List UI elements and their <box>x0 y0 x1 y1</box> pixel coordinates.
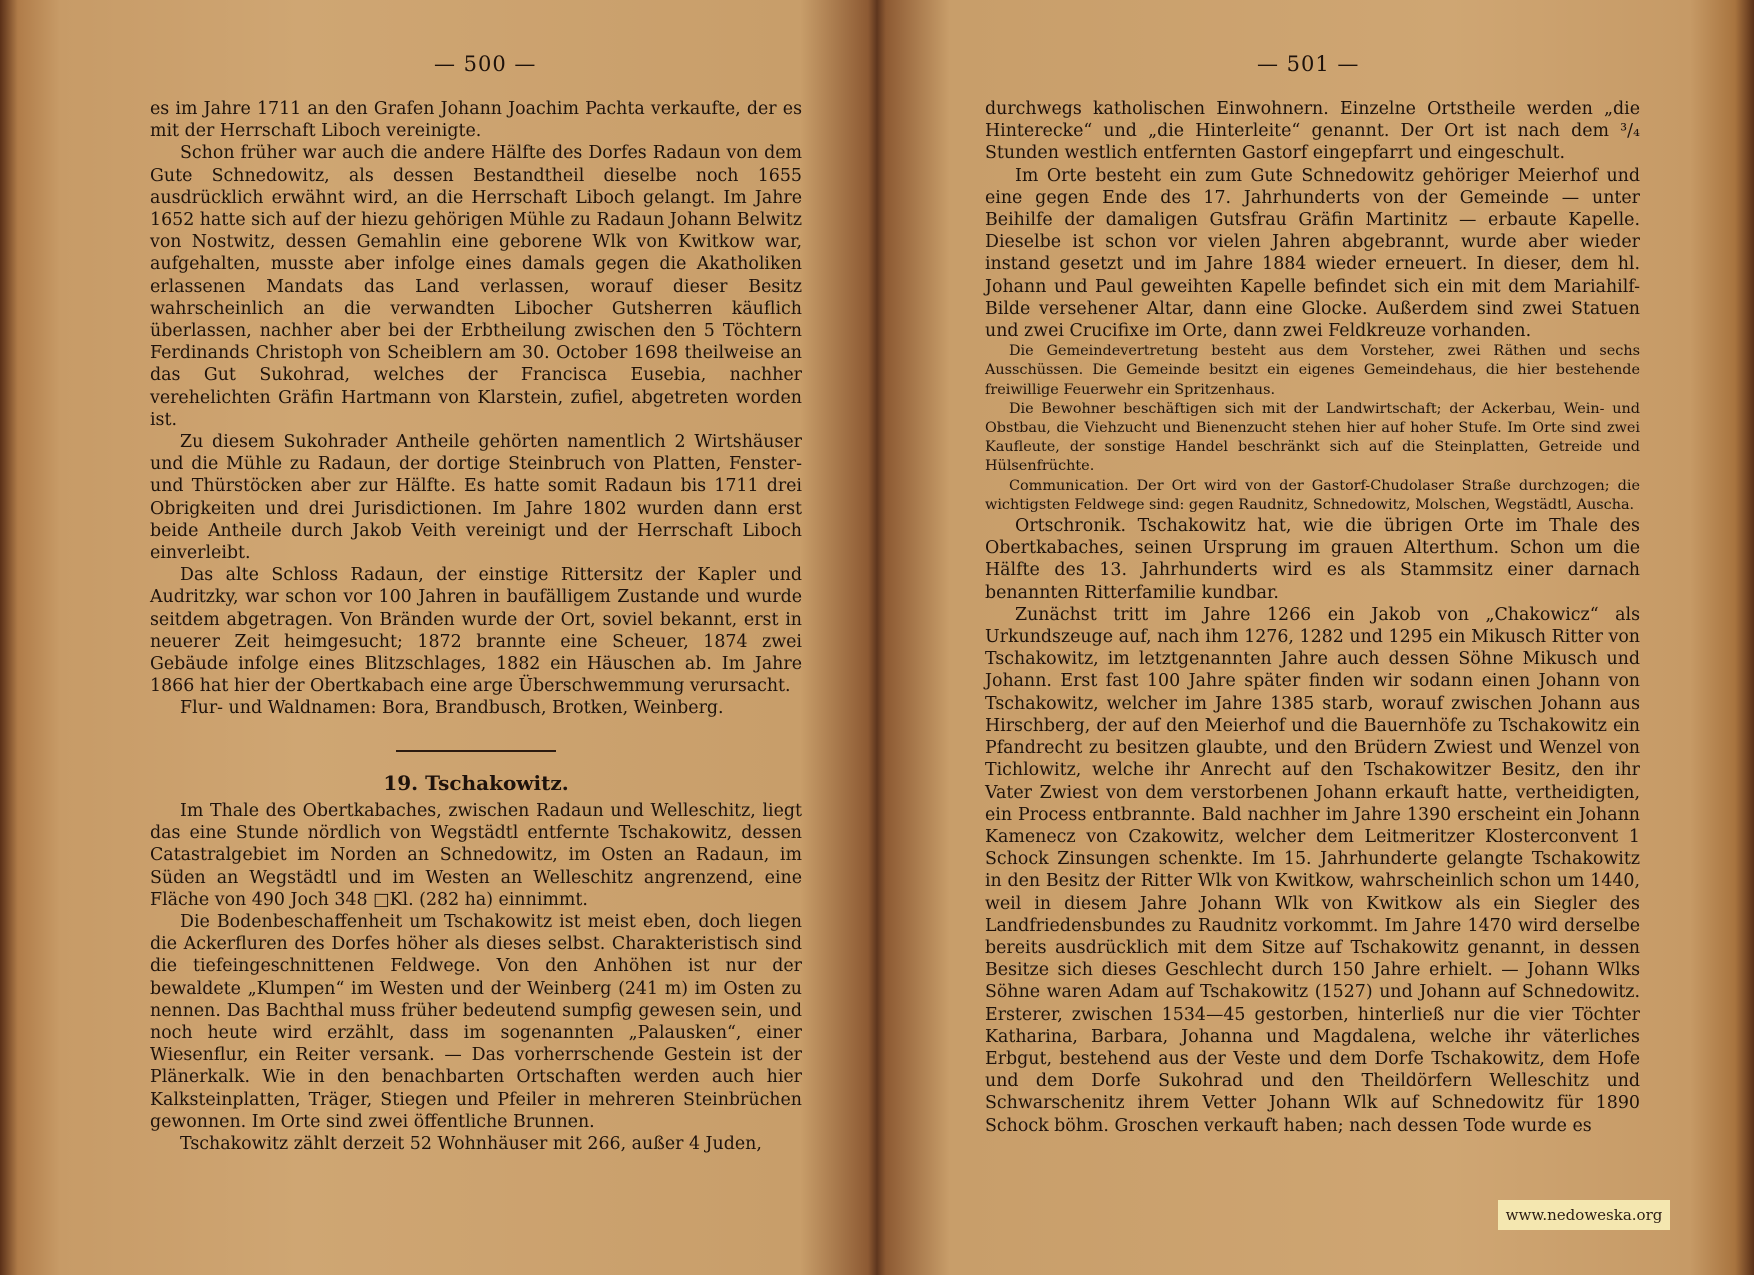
left-text-column <box>150 98 802 1155</box>
right-page-number: — 501 — <box>1257 52 1360 76</box>
left-page-number: — 500 — <box>434 52 537 76</box>
paragraph: Zu diesem Sukohrader Antheile gehörten namentlich 2 Wirtshäuser und die Mühle zu Radaun, der dortige Steinbruch von Platten, Fenster- und Thürstöcken aber zur Hälfte. Es hatte somit Radaun bis 1711 drei Obrigkeiten und drei Jurisdictionen. Im Jahre 1802 wurden dann erst beide Antheile durch Jakob Veith vereinigt und der Herrschaft Liboch einverleibt. <box>150 432 802 564</box>
section-divider <box>396 750 556 754</box>
chronicle-paragraph: Ortschronik. Tschakowitz hat, wie die übrigen Orte im Thale des Obertkabaches, seinen Ursprung im grauen Alterthum. Schon um die Hälfte des 13. Jahrhunderts wird es als Stammsitz einer darnach benannten Ritterfamilie kundbar. <box>985 516 1640 603</box>
chronicle-paragraph: Zunächst tritt im Jahre 1266 ein Jakob von „Chakowicz“ als Urkundszeuge auf, nach ihm 1276, 1282 und 1295 ein Mikusch Ritter von Tschakowitz, im letztgenannten Jahre auch dessen Söhne Mikusch und Johann. Erst fast 100 Jahre später finden wir sodann einen Johann von Tschakowitz, welcher im Jahre 1385 starb, worauf zwischen Johann aus Hirschberg, der auf den Meierhof und die Bauernhöfe zu Tschakowitz ein Pfandrecht zu besitzen glaubte, und den Brüdern Zwiest und Wenzel von Tichlowitz, welche ihr Anrecht auf den Tschakowitzer Besitz, den ihr Vater Zwiest von dem verstorbenen Johann erkauft hatte, vertheidigten, ein Process entbrannte. Bald nachher im Jahre 1390 erscheint ein Johann Kamenecz von Czakowitz, welcher dem Leitmeritzer Klosterconvent 1 Schock Zinsungen schenkte. Im 15. Jahrhunderte gelangte Tschakowitz in den Besitz der Ritter Wlk von Kwitkow, wahrscheinlich schon um 1440, weil in diesem Jahre Johann Wlk von Kwitkow als ein Siegler des Landfriedensbundes zu Raudnitz vorkommt. Im Jahre 1470 wird derselbe bereits ausdrücklich mit dem Sitze auf Tschakowitz genannt, in dessen Besitze sich dieses Geschlecht durch 150 Jahre erhielt. — Johann Wlks Söhne waren Adam auf Tschakowitz (1527) und Johann auf Schnedowitz. Ersterer, zwischen 1534—45 gestorben, hinterließ nur die vier Töchter Katharina, Barbara, Johanna und Magdalena, welche ihr väterliches Erbgut, bestehend aus der Veste und dem Dorfe Tschakowitz, dem Hofe und dem Dorfe Sukohrad und den Theildörfern Welleschitz und Schwarschenitz ihrem Vetter Johann Wlk auf Schnedowitz für 1890 Schock böhm. Groschen verkauft haben; nach dessen Tode wurde es <box>985 604 1640 1136</box>
paragraph: Die Bodenbeschaffenheit um Tschakowitz ist meist eben, doch liegen die Ackerfluren des Dorfes höher als dieses selbst. Charakteristisch sind die tiefeingeschnittenen Feldwege. Von den Anhöhen ist nur der bewaldete „Klumpen“ im Westen und der Weinberg (241 m) im Osten zu nennen. Das Bachthal muss früher bedeutend sumpfig gewesen sein, und noch heute wird erzählt, dass im sogenannten „Palausken“, einer Wiesenflur, ein Reiter versank. — Das vorherrschende Gestein ist der Plänerkalk. Wie in den benachbarten Ortschaften werden auch hier Kalksteinplatten, Träger, Stiegen und Pfeiler in mehreren Steinbrüchen gewonnen. Im Orte sind zwei öffentliche Brunnen. <box>150 911 802 1132</box>
paragraph: es im Jahre 1711 an den Grafen Johann Joachim Pachta verkaufte, der es mit der Herrschaft Liboch vereinigte. <box>150 99 802 142</box>
paragraph: Tschakowitz zählt derzeit 52 Wohnhäuser mit 266, außer 4 Juden, <box>180 1133 762 1154</box>
section-heading: 19. Tschakowitz. <box>383 770 569 795</box>
small-paragraph: Communication. Der Ort wird von der Gastorf-Chudolaser Straße durchzogen; die wichtigsten Feldwege sind: gegen Raudnitz, Schnedowitz, Molschen, Wegstädtl, Auscha. <box>985 477 1640 513</box>
small-paragraph: Die Gemeindevertretung besteht aus dem Vorsteher, zwei Räthen und sechs Ausschüssen. Die Gemeinde besitzt ein eigenes Gemeindehaus, die hier bestehende freiwillige Feuerwehr ein Spritzenhaus. <box>985 343 1640 398</box>
watermark-label: www.nedoweska.org <box>1498 1200 1670 1230</box>
paragraph: durchwegs katholischen Einwohnern. Einzelne Ortstheile werden „die Hinterecke“ und „die Hinterleite“ genannt. Der Ort ist nach dem ³/₄ Stunden westlich entfernten Gastorf eingepfarrt und eingeschult. <box>985 99 1640 164</box>
right-page <box>877 0 1754 1275</box>
small-paragraph: Die Bewohner beschäftigen sich mit der Landwirtschaft; der Ackerbau, Wein- und Obstbau, die Viehzucht und Bienenzucht stehen hier auf hoher Stufe. Im Orte sind zwei Kaufleute, der sonstige Handel beschränkt sich auf die Steinplatten, Getreide und Hülsenfrüchte. <box>985 400 1640 475</box>
paragraph: Schon früher war auch die andere Hälfte des Dorfes Radaun von dem Gute Schnedowitz, als dessen Bestandtheil dieselbe noch 1655 ausdrücklich erwähnt wird, an die Herrschaft Liboch gelangt. Im Jahre 1652 hatte sich auf der hiezu gehörigen Mühle zu Radaun Johann Belwitz von Nostwitz, dessen Gemahlin eine geborene Wlk von Kwitkow war, aufgehalten, musste aber infolge eines damals gegen die Akatholiken erlassenen Mandats das Land verlassen, worauf dieser Besitz wahrscheinlich an die verwandten Libocher Gutsherren käuflich überlassen, nachher aber bei der Erbtheilung zwischen den 5 Töchtern Ferdinands Christoph von Scheiblern am 30. October 1698 theilweise an das Gut Sukohrad, welches der Francisca Eusebia, nachher verehelichten Gräfin Hartmann von Klarstein, zufiel, abgetreten worden ist. <box>150 143 802 430</box>
paragraph: Im Orte besteht ein zum Gute Schnedowitz gehöriger Meierhof und eine gegen Ende des 17. Jahrhunderts von der Gemeinde — unter Beihilfe der damaligen Gutsfrau Gräfin Martinitz — erbaute Kapelle. Dieselbe ist schon vor vielen Jahren abgebrannt, wurde aber wieder instand gesetzt und im Jahre 1884 wieder erneuert. In dieser, dem hl. Johann und Paul geweihten Kapelle befindet sich ein mit dem Mariahilf-Bilde versehener Altar, dann eine Glocke. Außerdem sind zwei Statuen und zwei Crucifixe im Orte, dann zwei Feldkreuze vorhanden. <box>985 165 1640 342</box>
paragraph: Das alte Schloss Radaun, der einstige Rittersitz der Kapler und Audritzky, war schon vor 100 Jahren in baufälligem Zustande und wurde seitdem abgetragen. Von Bränden wurde der Ort, soviel bekannt, erst in neuerer Zeit heimgesucht; 1872 brannte eine Scheuer, 1874 zwei Gebäude infolge eines Blitzschlages, 1882 ein Häuschen ab. Im Jahre 1866 hat hier der Obertkabach eine arge Überschwemmung verursacht. <box>150 565 802 697</box>
field-names-paragraph: Flur- und Waldnamen: Bora, Brandbusch, Brotken, Weinberg. <box>180 698 724 719</box>
paragraph: Im Thale des Obertkabaches, zwischen Radaun und Welleschitz, liegt das eine Stunde nördlich von Wegstädtl entfernte Tschakowitz, dessen Catastralgebiet im Norden an Schnedowitz, im Osten an Radaun, im Süden an Wegstädtl und im Westen an Welleschitz angrenzend, eine Fläche von 490 Joch 348 □Kl. (282 ha) einnimmt. <box>150 800 802 910</box>
right-text-column <box>985 98 1640 1137</box>
